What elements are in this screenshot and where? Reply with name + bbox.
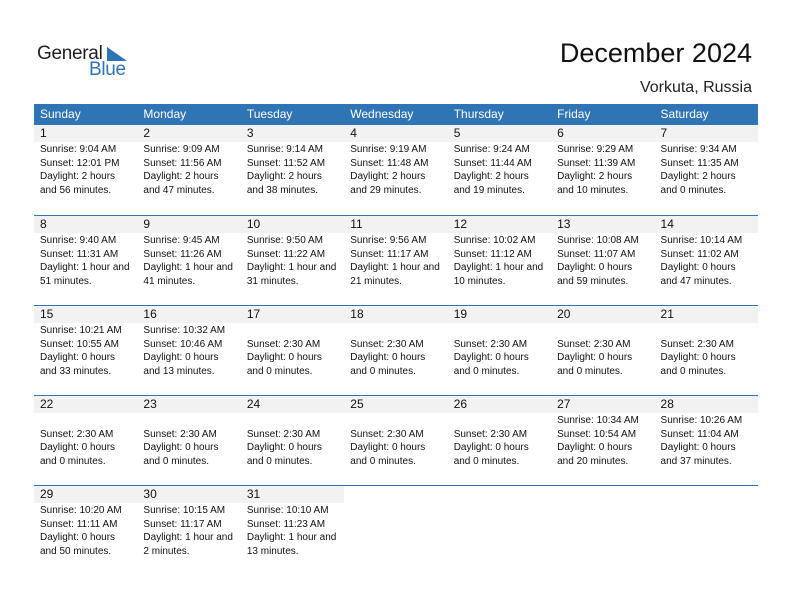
day-number — [344, 486, 447, 503]
day-number: 15 — [34, 306, 137, 323]
day-info — [344, 503, 447, 558]
daylight-continued-text: and 10 minutes. — [557, 184, 629, 196]
sunset-text — [661, 518, 758, 532]
day-info — [655, 233, 758, 288]
day-number: 18 — [344, 306, 447, 323]
day-info — [241, 503, 344, 558]
daylight-text: Daylight: 0 hours — [557, 442, 633, 453]
daylight-text: Daylight: 0 hours — [350, 442, 426, 453]
day-cell — [344, 216, 447, 305]
daylight-text: Daylight: 1 hour and — [350, 262, 440, 273]
day-info — [448, 233, 551, 288]
daylight-continued-text: and 13 minutes. — [143, 365, 215, 377]
daylight-continued-text: and 50 minutes. — [40, 545, 112, 557]
daylight-continued-text: and 0 minutes. — [453, 365, 520, 377]
day-info — [137, 503, 240, 558]
sunset-text — [350, 518, 447, 532]
daylight-continued-text: and 47 minutes. — [143, 184, 215, 196]
day-info — [241, 142, 344, 197]
day-info — [344, 323, 447, 378]
daylight-continued-text — [661, 545, 758, 559]
week-row — [34, 305, 758, 395]
day-cell — [137, 306, 240, 395]
daylight-text: Daylight: 2 hours — [143, 171, 219, 182]
sunrise-text: Sunrise: 9:14 AM — [246, 144, 323, 155]
day-number: 21 — [655, 306, 758, 323]
day-number: 9 — [137, 216, 240, 233]
day-number: 22 — [34, 396, 137, 413]
day-cell — [448, 125, 551, 215]
day-info — [241, 413, 344, 468]
sunset-text: Sunset: 11:23 AM — [246, 518, 326, 530]
sunrise-text — [350, 504, 447, 518]
day-number: 13 — [551, 216, 654, 233]
sunrise-text: Sunrise: 10:32 AM — [143, 325, 226, 336]
daylight-text: Daylight: 0 hours — [246, 442, 322, 453]
daylight-text: Daylight: 2 hours — [246, 171, 322, 182]
sunset-text: Sunset: 2:30 AM — [350, 428, 424, 440]
sunset-text: Sunset: 11:39 AM — [557, 157, 636, 169]
sunset-text: Sunset: 11:31 AM — [40, 248, 119, 260]
weekday-sunday: Sunday — [40, 107, 81, 121]
day-number: 4 — [344, 125, 447, 142]
daylight-text: Daylight: 0 hours — [660, 442, 736, 453]
sunrise-text — [454, 504, 551, 518]
daylight-text: Daylight: 1 hour and — [143, 262, 233, 273]
daylight-text: Daylight: 2 hours — [40, 171, 116, 182]
day-number — [655, 486, 758, 503]
day-cell — [34, 125, 137, 215]
week-row — [34, 125, 758, 215]
sunset-text — [454, 518, 551, 532]
day-number: 16 — [137, 306, 240, 323]
weekday-thursday: Thursday — [453, 107, 504, 121]
sunrise-text: Sunrise: 10:34 AM — [557, 415, 639, 426]
daylight-text: Daylight: 0 hours — [453, 352, 529, 363]
daylight-text: Daylight: 2 hours — [350, 171, 426, 182]
day-cell — [551, 125, 654, 215]
daylight-text: Daylight: 0 hours — [40, 352, 116, 363]
day-number: 17 — [241, 306, 344, 323]
sunset-text: Sunset: 11:44 AM — [453, 157, 532, 169]
sunrise-text: Sunrise: 10:08 AM — [557, 235, 639, 246]
day-info — [344, 233, 447, 288]
sunrise-text — [350, 324, 447, 338]
day-cell — [655, 216, 758, 305]
daylight-text: Daylight: 0 hours — [350, 352, 426, 363]
daylight-text: Daylight: 1 hour and — [246, 262, 337, 273]
day-info — [448, 142, 551, 197]
daylight-continued-text: and 0 minutes. — [660, 184, 727, 196]
daylight-text: Daylight: 0 hours — [246, 352, 322, 363]
daylight-text — [350, 531, 447, 545]
sunset-text: Sunset: 10:46 AM — [143, 338, 223, 350]
day-number: 3 — [241, 125, 344, 142]
day-cell — [655, 486, 758, 575]
weekday-tuesday: Tuesday — [246, 107, 293, 121]
sunrise-text: Sunrise: 10:26 AM — [660, 415, 743, 426]
daylight-continued-text: and 0 minutes. — [246, 455, 313, 467]
sunset-text: Sunset: 11:02 AM — [660, 248, 739, 260]
day-cell — [344, 306, 447, 395]
weekday-monday: Monday — [143, 107, 187, 121]
day-cell — [137, 216, 240, 305]
daylight-text: Daylight: 0 hours — [660, 262, 736, 273]
day-number: 2 — [137, 125, 240, 142]
day-number: 12 — [448, 216, 551, 233]
weekday-friday: Friday — [557, 107, 591, 121]
sunset-text: Sunset: 11:17 AM — [350, 248, 429, 260]
sunset-text: Sunset: 11:48 AM — [350, 157, 429, 169]
day-info — [137, 413, 240, 468]
daylight-continued-text: and 0 minutes. — [246, 365, 313, 377]
logo-text-general: General — [37, 43, 103, 64]
day-number: 28 — [655, 396, 758, 413]
day-number: 25 — [344, 396, 447, 413]
daylight-continued-text: and 0 minutes. — [143, 455, 210, 467]
day-cell — [241, 125, 344, 215]
sunrise-text — [247, 414, 344, 428]
sunset-text: Sunset: 11:22 AM — [246, 248, 326, 260]
sunrise-text — [454, 414, 551, 428]
sunrise-text — [661, 504, 758, 518]
sunset-text: Sunset: 11:56 AM — [143, 157, 222, 169]
sunset-text: Sunset: 11:52 AM — [246, 157, 326, 169]
daylight-text: Daylight: 2 hours — [453, 171, 529, 182]
day-info — [655, 503, 758, 558]
day-cell — [448, 396, 551, 485]
day-number: 11 — [344, 216, 447, 233]
daylight-text: Daylight: 0 hours — [143, 442, 219, 453]
day-info — [448, 323, 551, 378]
day-info — [137, 142, 240, 197]
daylight-text: Daylight: 1 hour and — [143, 532, 233, 543]
daylight-continued-text: and 37 minutes. — [660, 455, 732, 467]
day-cell — [34, 396, 137, 485]
day-cell — [551, 306, 654, 395]
daylight-text: Daylight: 0 hours — [557, 262, 633, 273]
day-cell — [551, 216, 654, 305]
sunset-text: Sunset: 2:30 AM — [246, 428, 321, 440]
day-number: 7 — [655, 125, 758, 142]
sunrise-text: Sunrise: 9:29 AM — [557, 144, 634, 155]
day-info — [344, 142, 447, 197]
day-number: 8 — [34, 216, 137, 233]
day-cell — [241, 216, 344, 305]
daylight-continued-text: and 38 minutes. — [246, 184, 319, 196]
sunrise-text: Sunrise: 10:02 AM — [453, 235, 536, 246]
day-info — [551, 413, 654, 468]
day-info — [137, 323, 240, 378]
day-cell — [241, 306, 344, 395]
day-number: 31 — [241, 486, 344, 503]
day-cell — [344, 396, 447, 485]
daylight-continued-text: and 20 minutes. — [557, 455, 629, 467]
daylight-continued-text: 41 minutes. — [143, 275, 196, 287]
day-number: 29 — [34, 486, 137, 503]
sunset-text: Sunset: 2:30 AM — [40, 428, 114, 440]
day-cell — [344, 486, 447, 575]
sunset-text: Sunset: 11:07 AM — [557, 248, 636, 260]
sunrise-text — [40, 414, 137, 428]
weekday-header — [34, 104, 758, 125]
daylight-continued-text: and 0 minutes. — [453, 455, 520, 467]
daylight-continued-text: and 0 minutes. — [350, 455, 416, 467]
day-cell — [551, 486, 654, 575]
day-info — [551, 503, 654, 558]
daylight-continued-text: and 56 minutes. — [40, 184, 112, 196]
day-cell — [34, 306, 137, 395]
daylight-text — [454, 531, 551, 545]
sunrise-text: Sunrise: 10:20 AM — [40, 505, 122, 516]
day-info — [34, 323, 137, 378]
sunrise-text: Sunrise: 9:04 AM — [40, 144, 117, 155]
daylight-text: Daylight: 2 hours — [660, 171, 736, 182]
sunset-text: Sunset: 11:17 AM — [143, 518, 222, 530]
day-info — [448, 413, 551, 468]
daylight-continued-text: and 59 minutes. — [557, 275, 629, 287]
daylight-text: Daylight: 1 hour and — [453, 262, 544, 273]
day-info — [34, 413, 137, 468]
sunrise-text: Sunrise: 10:14 AM — [660, 235, 743, 246]
sunrise-text — [661, 324, 758, 338]
day-number: 30 — [137, 486, 240, 503]
sunrise-text: Sunrise: 9:19 AM — [350, 144, 427, 155]
daylight-text: Daylight: 0 hours — [660, 352, 736, 363]
day-cell — [137, 396, 240, 485]
week-row — [34, 215, 758, 305]
day-number: 23 — [137, 396, 240, 413]
day-cell — [448, 486, 551, 575]
logo-text-blue: Blue — [89, 59, 126, 80]
sunrise-text: Sunrise: 9:09 AM — [143, 144, 220, 155]
sunset-text: Sunset: 11:04 AM — [660, 428, 739, 440]
day-number: 1 — [34, 125, 137, 142]
day-cell — [137, 125, 240, 215]
day-cell — [655, 396, 758, 485]
day-info — [34, 233, 137, 288]
sunset-text: Sunset: 2:30 AM — [143, 428, 217, 440]
sunset-text: Sunset: 2:30 AM — [557, 338, 631, 350]
daylight-text: Daylight: 0 hours — [40, 532, 116, 543]
day-cell — [448, 216, 551, 305]
day-number: 14 — [655, 216, 758, 233]
daylight-continued-text: 31 minutes. — [246, 275, 299, 287]
sunrise-text: Sunrise: 9:56 AM — [350, 235, 427, 246]
sunset-text: Sunset: 2:30 AM — [453, 428, 528, 440]
sunrise-text: Sunrise: 9:50 AM — [246, 235, 323, 246]
week-row — [34, 395, 758, 485]
daylight-continued-text: 21 minutes. — [350, 275, 402, 287]
location-subtitle: Vorkuta, Russia — [639, 79, 752, 96]
day-info — [655, 323, 758, 378]
day-info — [655, 142, 758, 197]
sunset-text: Sunset: 2:30 AM — [453, 338, 528, 350]
day-number: 26 — [448, 396, 551, 413]
day-info — [655, 413, 758, 468]
daylight-continued-text: and 33 minutes. — [40, 365, 112, 377]
day-cell — [241, 486, 344, 575]
sunrise-text: Sunrise: 9:40 AM — [40, 235, 117, 246]
sunset-text: Sunset: 11:12 AM — [453, 248, 532, 260]
generalblue-logo — [37, 43, 137, 83]
sunrise-text: Sunrise: 10:10 AM — [246, 505, 329, 516]
daylight-text — [661, 531, 758, 545]
sunset-text: Sunset: 2:30 AM — [350, 338, 424, 350]
daylight-continued-text: and 0 minutes. — [660, 365, 727, 377]
day-info — [344, 413, 447, 468]
day-info — [551, 233, 654, 288]
sunset-text: Sunset: 2:30 AM — [660, 338, 734, 350]
daylight-text: Daylight: 0 hours — [557, 352, 633, 363]
day-number: 27 — [551, 396, 654, 413]
day-number — [551, 486, 654, 503]
daylight-continued-text: and 47 minutes. — [660, 275, 732, 287]
day-cell — [655, 306, 758, 395]
day-number: 19 — [448, 306, 551, 323]
sunset-text: Sunset: 10:55 AM — [40, 338, 119, 350]
day-cell — [34, 486, 137, 575]
daylight-text: Daylight: 0 hours — [453, 442, 529, 453]
sunrise-text: Sunrise: 10:15 AM — [143, 505, 226, 516]
sunrise-text: Sunrise: 10:21 AM — [40, 325, 122, 336]
sunrise-text: Sunrise: 9:45 AM — [143, 235, 220, 246]
day-cell — [137, 486, 240, 575]
daylight-text: Daylight: 2 hours — [557, 171, 633, 182]
day-info — [551, 323, 654, 378]
calendar-grid — [34, 104, 758, 575]
day-info — [448, 503, 551, 558]
sunrise-text: Sunrise: 9:24 AM — [453, 144, 530, 155]
daylight-continued-text: 51 minutes. — [40, 275, 92, 287]
day-info — [34, 142, 137, 197]
sunrise-text — [143, 414, 240, 428]
sunset-text: Sunset: 10:54 AM — [557, 428, 637, 440]
day-number: 20 — [551, 306, 654, 323]
weekday-saturday: Saturday — [660, 107, 709, 121]
sunrise-text — [454, 324, 551, 338]
day-number — [448, 486, 551, 503]
day-cell — [344, 125, 447, 215]
day-info — [241, 233, 344, 288]
sunrise-text — [350, 414, 447, 428]
day-cell — [34, 216, 137, 305]
daylight-text: Daylight: 1 hour and — [246, 532, 337, 543]
sunrise-text: Sunrise: 9:34 AM — [660, 144, 737, 155]
daylight-continued-text: 2 minutes. — [143, 545, 190, 557]
sunset-text — [557, 518, 654, 532]
day-number: 5 — [448, 125, 551, 142]
sunset-text: Sunset: 2:30 AM — [246, 338, 321, 350]
daylight-continued-text — [454, 545, 551, 559]
day-info — [551, 142, 654, 197]
day-cell — [448, 306, 551, 395]
day-number: 10 — [241, 216, 344, 233]
daylight-continued-text: and 29 minutes. — [350, 184, 422, 196]
week-row — [34, 485, 758, 575]
sunrise-text — [557, 504, 654, 518]
sunset-text: Sunset: 11:26 AM — [143, 248, 222, 260]
day-number: 24 — [241, 396, 344, 413]
daylight-continued-text: and 0 minutes. — [350, 365, 416, 377]
weekday-wednesday: Wednesday — [350, 107, 414, 121]
daylight-text: Daylight: 0 hours — [143, 352, 219, 363]
sunset-text: Sunset: 11:11 AM — [40, 518, 118, 530]
daylight-text — [557, 531, 654, 545]
sunset-text: Sunset: 12:01 PM — [40, 157, 120, 169]
day-info — [137, 233, 240, 288]
daylight-continued-text — [350, 545, 447, 559]
sunset-text: Sunset: 11:35 AM — [660, 157, 739, 169]
day-number: 6 — [551, 125, 654, 142]
daylight-text: Daylight: 0 hours — [40, 442, 116, 453]
sunrise-text — [557, 324, 654, 338]
page-title: December 2024 — [559, 38, 752, 68]
daylight-continued-text: and 19 minutes. — [453, 184, 525, 196]
day-cell — [551, 396, 654, 485]
sunrise-text — [247, 324, 344, 338]
daylight-continued-text: and 0 minutes. — [40, 455, 106, 467]
day-info — [241, 323, 344, 378]
day-info — [34, 503, 137, 558]
day-cell — [655, 125, 758, 215]
daylight-continued-text: 13 minutes. — [246, 545, 299, 557]
daylight-text: Daylight: 1 hour and — [40, 262, 130, 273]
daylight-continued-text: and 0 minutes. — [557, 365, 623, 377]
daylight-continued-text: 10 minutes. — [453, 275, 506, 287]
daylight-continued-text — [557, 545, 654, 559]
day-cell — [241, 396, 344, 485]
